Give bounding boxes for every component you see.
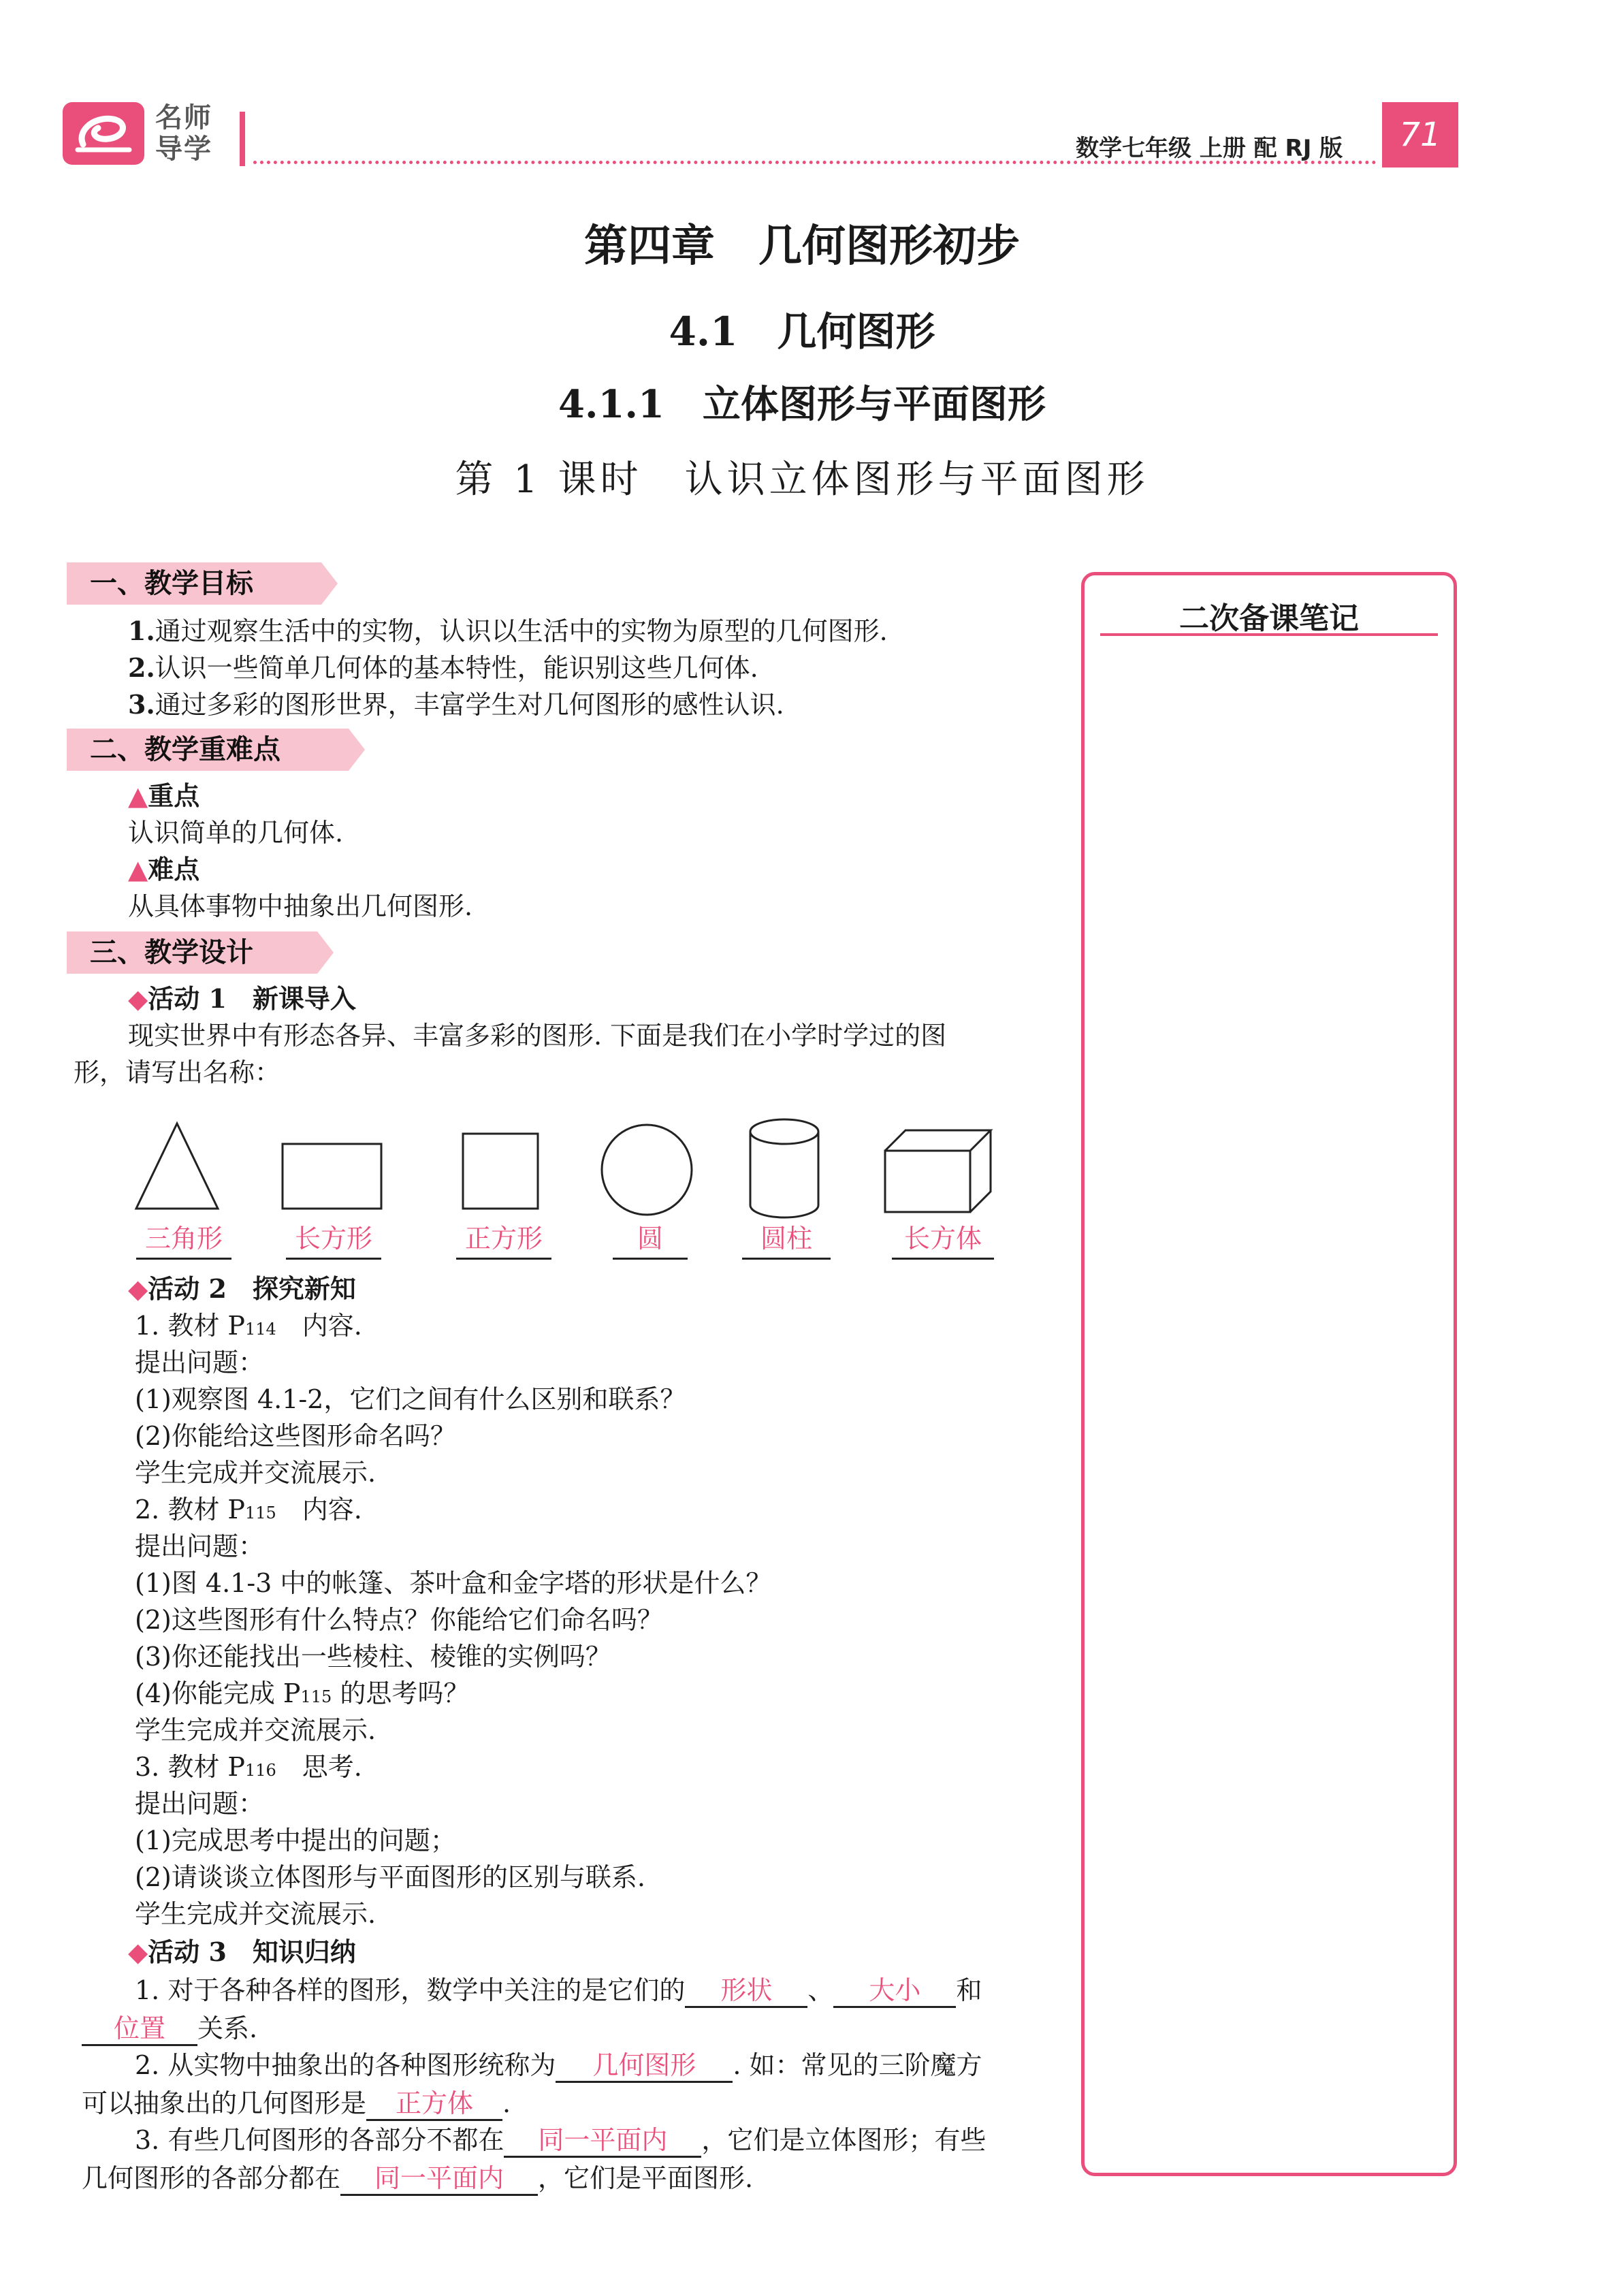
- answer-blank: 形状: [685, 1975, 807, 2008]
- triangle-bullet-icon: ▲: [128, 854, 148, 884]
- chapter-title: 第四章 几何图形初步: [584, 221, 1020, 272]
- difficulty-label: ▲难点: [128, 854, 200, 884]
- lesson-title: 第 1 课时 认识立体图形与平面图形: [455, 458, 1149, 502]
- paragraph: 学生完成并交流展示.: [135, 1458, 376, 1488]
- paragraph: 形，请写出名称：: [74, 1057, 281, 1087]
- knowledge-item: 位置 关系.: [82, 2013, 257, 2046]
- paragraph: (3)你还能找出一些棱柱、棱锥的实例吗？: [135, 1642, 611, 1672]
- subsection-title: 4.1.1 立体图形与平面图形: [558, 382, 1046, 427]
- paragraph: 提出问题：: [135, 1348, 265, 1377]
- paragraph: (2)你能给这些图形命名吗？: [135, 1421, 456, 1451]
- rectangle-shape: [283, 1144, 381, 1209]
- paragraph: 学生完成并交流展示.: [135, 1715, 376, 1745]
- paragraph: 学生完成并交流展示.: [135, 1899, 376, 1929]
- knowledge-item: 几何图形的各部分都在 同一平面内 ，它们是平面图形.: [82, 2163, 753, 2196]
- notes-title-underline: [1100, 633, 1438, 636]
- cuboid-shape: [885, 1130, 991, 1212]
- logo-divider: [240, 112, 245, 166]
- logo-swirl-icon: [63, 102, 144, 165]
- paragraph: 提出问题：: [135, 1789, 265, 1819]
- diamond-bullet-icon: ◆: [128, 1936, 148, 1967]
- paragraph: (1)观察图 4.1-2，它们之间有什么区别和联系？: [135, 1384, 686, 1414]
- diamond-bullet-icon: ◆: [128, 1273, 148, 1304]
- paragraph: (4)你能完成 P115 的思考吗？: [135, 1678, 470, 1708]
- activity-3-title: ◆活动 3 知识归纳: [128, 1936, 356, 1967]
- notes-box: [1081, 572, 1457, 2176]
- paragraph: (1)图 4.1-3 中的帐篷、茶叶盒和金字塔的形状是什么？: [135, 1568, 772, 1598]
- answer-blank: 几何图形: [556, 2050, 733, 2083]
- activity-1-title: ◆活动 1 新课导入: [128, 983, 356, 1014]
- knowledge-item: 1. 对于各种各样的图形，数学中关注的是它们的 形状 、 大小 和: [135, 1975, 982, 2008]
- textbook-ref: 3. 教材 P116 思考.: [135, 1752, 362, 1782]
- circle-shape: [602, 1125, 692, 1215]
- paragraph: 提出问题：: [135, 1531, 265, 1561]
- paragraph: 现实世界中有形态各异、丰富多彩的图形. 下面是我们在小学时学过的图: [128, 1021, 947, 1051]
- triangle-bullet-icon: ▲: [128, 780, 148, 811]
- book-info: 数学七年级 上册 配 RJ 版: [1076, 135, 1343, 162]
- section-heading-key-points: 二、教学重难点: [67, 729, 349, 771]
- shape-label: 圆柱: [742, 1217, 831, 1260]
- shape-label: 长方形: [286, 1217, 381, 1260]
- square-shape: [463, 1134, 538, 1209]
- difficulty-text: 从具体事物中抽象出几何图形.: [128, 891, 473, 921]
- textbook-ref: 2. 教材 P115 内容.: [135, 1495, 362, 1525]
- section-heading-goals: 一、教学目标: [67, 562, 321, 605]
- paragraph: (1)完成思考中提出的问题；: [135, 1825, 456, 1855]
- knowledge-item: 2. 从实物中抽象出的各种图形统称为 几何图形 . 如：常见的三阶魔方: [135, 2050, 982, 2083]
- goal-item: 1.通过观察生活中的实物，认识以生活中的实物为原型的几何图形.: [128, 616, 888, 646]
- answer-blank: 同一平面内: [340, 2163, 538, 2196]
- logo-mark: [63, 102, 144, 165]
- section-title: 4.1 几何图形: [669, 308, 935, 355]
- shapes-figure: [129, 1117, 1021, 1239]
- goal-item: 2.认识一些简单几何体的基本特性，能识别这些几何体.: [128, 652, 758, 683]
- knowledge-item: 3. 有些几何图形的各部分不都在 同一平面内 ，它们是立体图形；有些: [135, 2124, 986, 2158]
- answer-blank: 同一平面内: [504, 2124, 701, 2158]
- textbook-ref: 1. 教材 P114 内容.: [135, 1311, 362, 1341]
- answer-blank: 位置: [82, 2013, 197, 2046]
- answer-blank: 正方体: [366, 2088, 502, 2121]
- diamond-bullet-icon: ◆: [128, 983, 148, 1014]
- shape-label: 长方体: [892, 1217, 994, 1260]
- section-heading-design: 三、教学设计: [67, 931, 317, 974]
- goal-item: 3.通过多彩的图形世界，丰富学生对几何图形的感性认识.: [128, 689, 784, 720]
- activity-2-title: ◆活动 2 探究新知: [128, 1273, 356, 1304]
- paragraph: (2)这些图形有什么特点？你能给它们命名吗？: [135, 1605, 663, 1635]
- knowledge-item: 可以抽象出的几何图形是 正方体 .: [82, 2088, 511, 2121]
- answer-blank: 大小: [833, 1975, 956, 2008]
- page-number: 71: [1382, 102, 1458, 168]
- triangle-shape: [136, 1123, 218, 1209]
- paragraph: (2)请谈谈立体图形与平面图形的区别与联系.: [135, 1862, 645, 1892]
- shape-label: 正方形: [456, 1217, 551, 1260]
- key-label: ▲重点: [128, 780, 200, 811]
- logo-text: 名师 导学: [155, 102, 212, 165]
- key-text: 认识简单的几何体.: [128, 818, 344, 848]
- cylinder-shape: [750, 1119, 818, 1217]
- shape-label: 三角形: [136, 1217, 231, 1260]
- shape-label: 圆: [613, 1217, 688, 1260]
- notes-title: 二次备课笔记: [1179, 601, 1359, 636]
